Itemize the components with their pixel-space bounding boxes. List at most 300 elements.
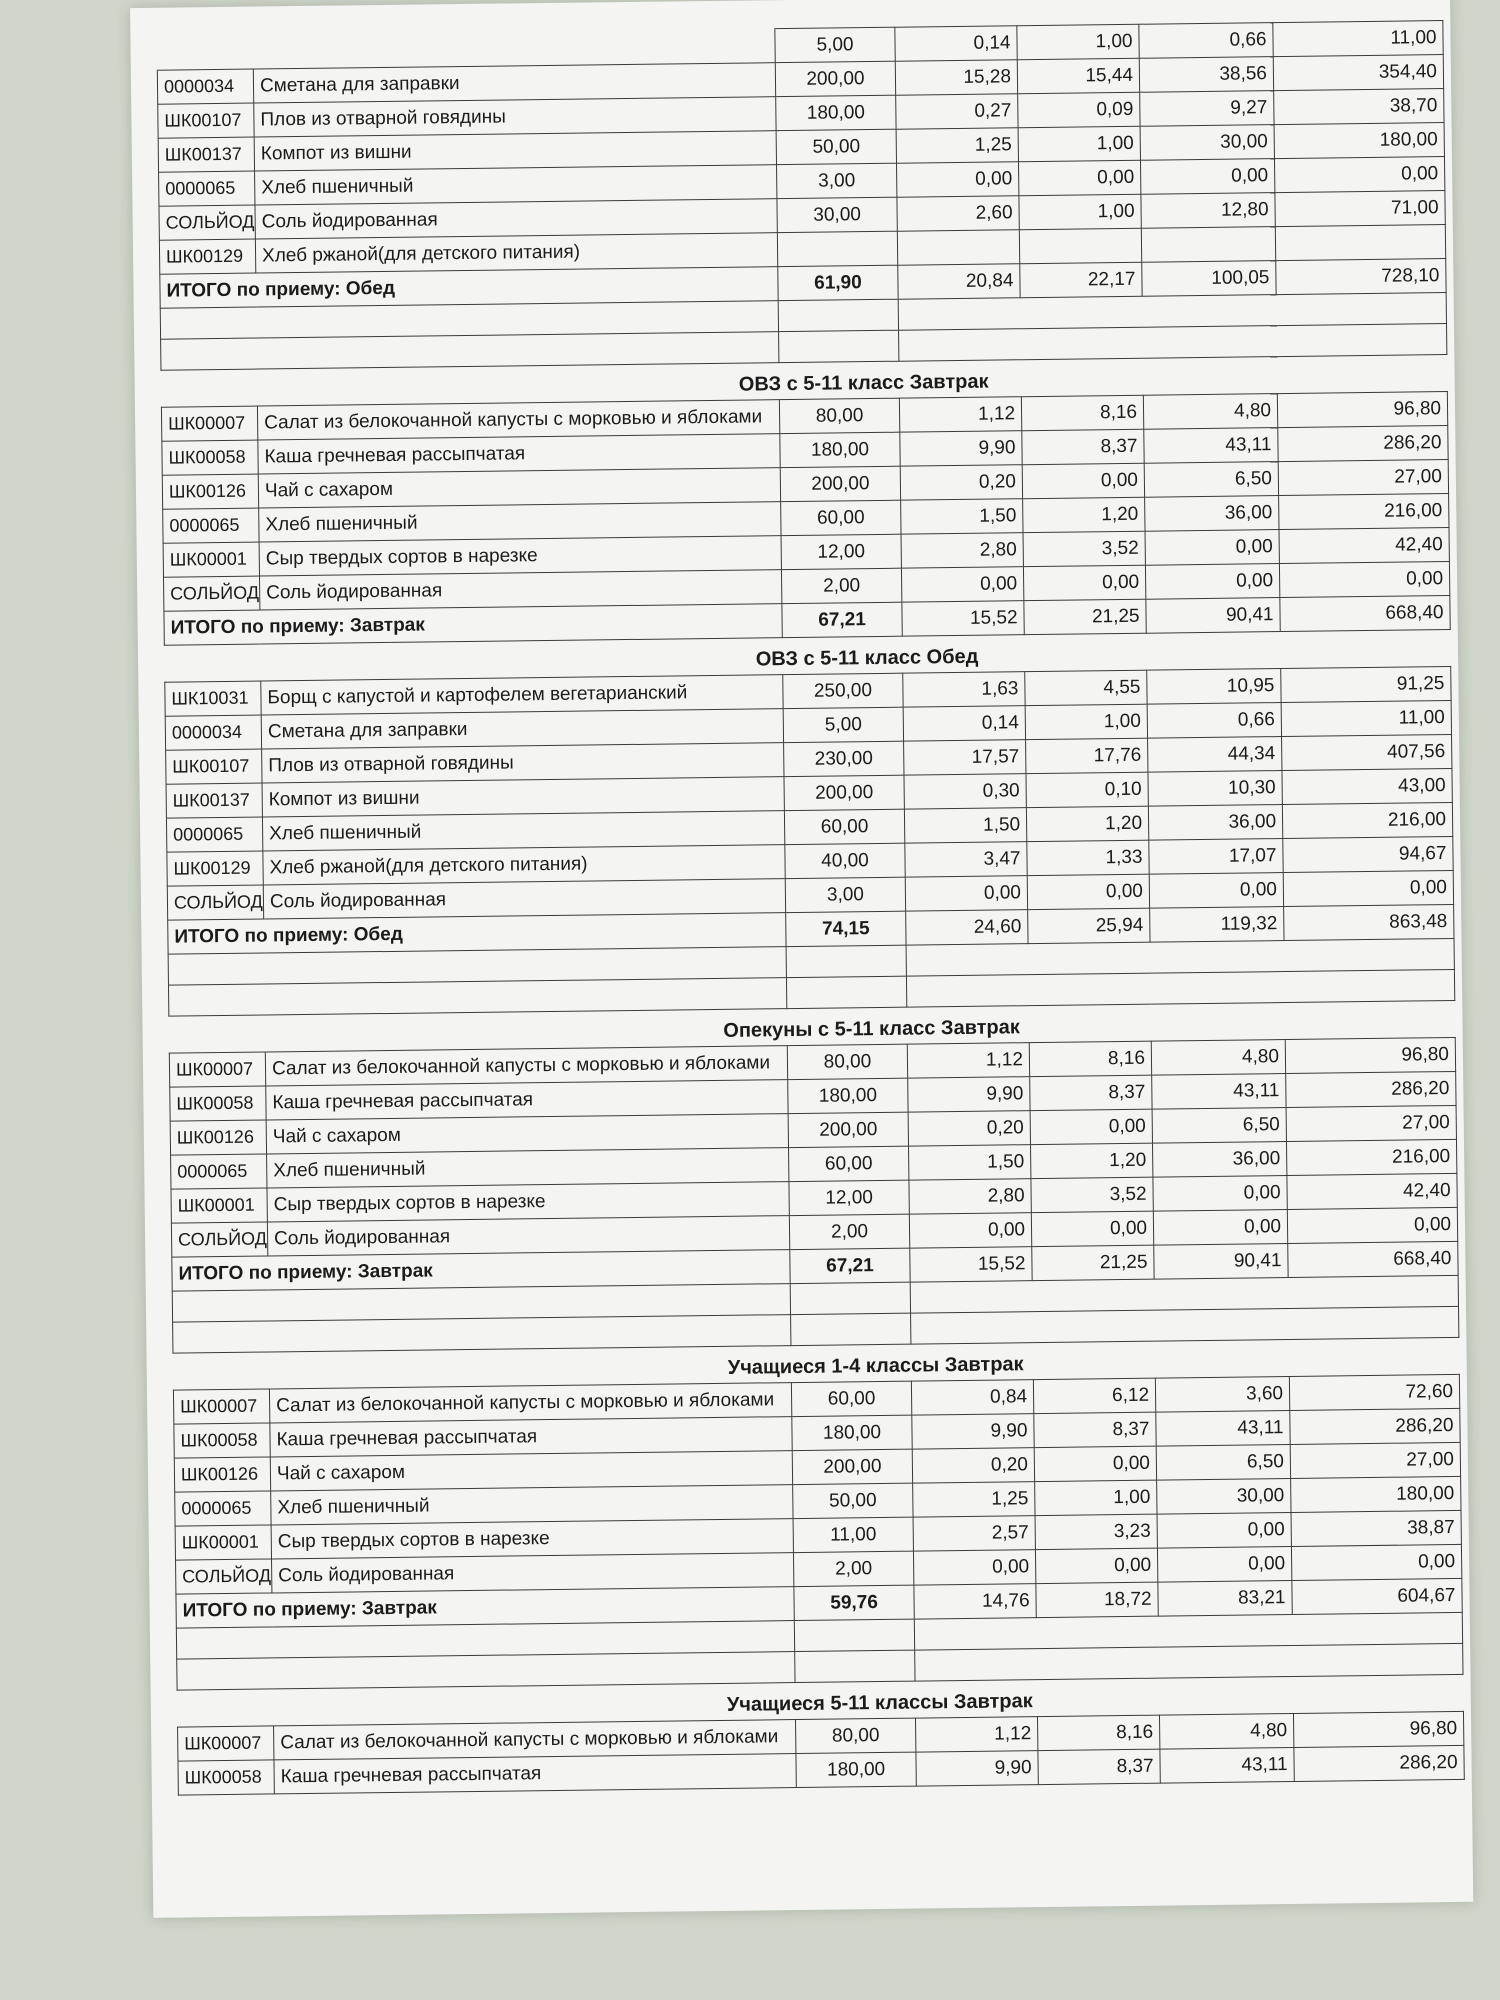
dish-code: СОЛЬЙОД [171, 1222, 267, 1257]
dish-yield: 180,00 [780, 432, 900, 467]
dish-fat: 3,52 [1031, 1177, 1153, 1212]
blank-cell [911, 1306, 1459, 1344]
dish-name: Чай с сахаром [266, 1114, 788, 1154]
dish-yield: 3,00 [785, 877, 905, 912]
dish-kcal: 216,00 [1282, 802, 1452, 838]
dish-fat: 8,16 [1029, 1041, 1151, 1076]
section-title: ОВЗ с 5-11 класс Обед [755, 645, 979, 671]
dish-carbs: 43,11 [1144, 428, 1278, 464]
dish-kcal: 0,00 [1283, 870, 1453, 906]
dish-fat: 17,76 [1026, 738, 1148, 773]
total-kcal: 863,48 [1284, 904, 1454, 940]
dish-carbs: 0,00 [1153, 1176, 1287, 1212]
dish-fat: 8,16 [1021, 395, 1143, 430]
total-kcal: 668,40 [1288, 1241, 1458, 1277]
dish-protein: 0,00 [901, 567, 1023, 602]
dish-protein: 2,60 [897, 196, 1019, 231]
dish-kcal: 71,00 [1275, 191, 1445, 227]
blank-cell [779, 330, 899, 362]
dish-code: ШК00058 [178, 1760, 274, 1795]
total-fat: 21,25 [1032, 1245, 1154, 1280]
dish-kcal: 11,00 [1281, 700, 1451, 736]
dish-kcal: 27,00 [1290, 1442, 1460, 1478]
dish-fat: 0,10 [1026, 772, 1148, 807]
dish-protein: 1,25 [913, 1482, 1035, 1517]
dish-protein: 0,14 [895, 26, 1017, 61]
dish-yield: 40,00 [785, 843, 905, 878]
dish-fat: 1,00 [1019, 194, 1141, 229]
dish-fat: 1,00 [1025, 704, 1147, 739]
total-kcal: 728,10 [1276, 259, 1446, 295]
dish-carbs: 10,95 [1147, 669, 1281, 705]
dish-fat: 0,00 [1031, 1211, 1153, 1246]
dish-yield: 200,00 [780, 466, 900, 501]
total-label: ИТОГО по приему: Завтрак [176, 1587, 794, 1629]
dish-kcal: 96,80 [1293, 1711, 1463, 1747]
dish-fat: 0,00 [1022, 463, 1144, 498]
dish-carbs: 0,00 [1149, 873, 1283, 909]
dish-name: Компот из вишни [254, 131, 776, 171]
dish-name: Соль йодированная [272, 1553, 794, 1593]
dish-yield: 180,00 [796, 1752, 916, 1787]
dish-yield: 2,00 [793, 1551, 913, 1586]
dish-carbs: 3,60 [1155, 1377, 1289, 1413]
dish-kcal: 0,00 [1274, 157, 1444, 193]
dish-carbs: 36,00 [1148, 805, 1282, 841]
dish-name: Сыр твердых сортов в нарезке [259, 536, 781, 576]
dish-kcal: 407,56 [1282, 734, 1452, 770]
dish-code: 0000065 [159, 171, 255, 206]
dish-yield: 12,00 [789, 1180, 909, 1215]
dish-yield: 250,00 [783, 673, 903, 708]
dish-yield: 50,00 [776, 129, 896, 164]
dish-kcal: 38,87 [1291, 1510, 1461, 1546]
total-carbs: 90,41 [1154, 1244, 1288, 1280]
dish-code: ШК00129 [159, 239, 255, 274]
dish-fat: 15,44 [1017, 58, 1139, 93]
section-table-body [169, 1037, 1459, 1353]
dish-kcal: 96,80 [1277, 391, 1447, 427]
dish-name: Хлеб ржаной(для детского питания) [263, 845, 785, 885]
dish-code: 0000065 [163, 508, 259, 543]
total-kcal: 668,40 [1280, 595, 1450, 631]
dish-protein: 9,90 [916, 1751, 1038, 1786]
total-protein: 20,84 [898, 264, 1020, 299]
dish-name: Каша гречневая рассыпчатая [270, 1417, 792, 1457]
dish-fat: 8,37 [1034, 1412, 1156, 1447]
dish-fat: 0,09 [1018, 92, 1140, 127]
total-kcal: 604,67 [1292, 1578, 1462, 1614]
dish-yield: 50,00 [793, 1483, 913, 1518]
dish-kcal: 354,40 [1273, 55, 1443, 91]
dish-protein: 9,90 [900, 431, 1022, 466]
total-yield: 67,21 [790, 1248, 910, 1283]
dish-code: 0000034 [165, 715, 261, 750]
total-carbs: 100,05 [1142, 261, 1276, 297]
dish-yield: 11,00 [793, 1517, 913, 1552]
dish-kcal: 42,40 [1287, 1173, 1457, 1209]
section-table-body [161, 391, 1450, 645]
dish-yield: 60,00 [784, 809, 904, 844]
dish-carbs: 43,11 [1156, 1410, 1290, 1446]
dish-fat [1019, 228, 1141, 263]
dish-yield: 80,00 [779, 398, 899, 433]
dish-protein: 0,00 [897, 162, 1019, 197]
blank-cell [168, 978, 786, 1017]
dish-yield: 60,00 [789, 1146, 909, 1181]
dish-fat: 6,12 [1033, 1378, 1155, 1413]
dish-protein: 1,12 [915, 1717, 1037, 1752]
dish-code: ШК00058 [174, 1423, 270, 1458]
dish-kcal: 94,67 [1283, 836, 1453, 872]
total-carbs: 83,21 [1158, 1580, 1292, 1616]
dish-name: Хлеб ржаной(для детского питания) [255, 233, 777, 273]
dish-name: Соль йодированная [255, 199, 777, 239]
blank-cell [791, 1313, 911, 1345]
dish-kcal: 27,00 [1278, 459, 1448, 495]
dish-code: ШК00126 [170, 1120, 266, 1155]
dish-protein: 3,47 [905, 842, 1027, 877]
blank-cell [915, 1643, 1463, 1681]
blank-cell [794, 1619, 914, 1651]
total-carbs: 119,32 [1150, 907, 1284, 943]
dish-protein: 1,50 [909, 1145, 1031, 1180]
dish-fat: 8,16 [1037, 1715, 1159, 1750]
dish-protein: 1,12 [907, 1043, 1029, 1078]
dish-protein: 0,84 [911, 1380, 1033, 1415]
dish-kcal: 286,20 [1290, 1408, 1460, 1444]
dish-yield: 80,00 [796, 1718, 916, 1753]
dish-yield: 12,00 [781, 534, 901, 569]
dish-carbs: 4,80 [1151, 1040, 1285, 1076]
total-fat: 22,17 [1020, 262, 1142, 297]
dish-protein: 1,50 [904, 808, 1026, 843]
dish-carbs: 0,00 [1145, 564, 1279, 600]
dish-protein: 2,57 [913, 1516, 1035, 1551]
dish-code: ШК00058 [162, 440, 258, 475]
dish-yield: 5,00 [783, 707, 903, 742]
dish-fat: 1,20 [1026, 806, 1148, 841]
dish-kcal: 43,00 [1282, 768, 1452, 804]
dish-carbs: 10,30 [1148, 771, 1282, 807]
dish-carbs: 43,11 [1160, 1747, 1294, 1783]
dish-kcal: 72,60 [1289, 1374, 1459, 1410]
top-table-body [157, 21, 1447, 371]
dish-kcal: 91,25 [1281, 666, 1451, 702]
dish-carbs: 0,00 [1145, 530, 1279, 566]
dish-protein: 1,63 [903, 672, 1025, 707]
dish-yield: 2,00 [781, 568, 901, 603]
section-title: Учащиеся 5-11 классы Завтрак [726, 1690, 1033, 1716]
top-table [156, 20, 1447, 371]
dish-carbs: 0,66 [1147, 703, 1281, 739]
blank-cell [790, 1282, 910, 1314]
dish-name: Сыр твердых сортов в нарезке [271, 1519, 793, 1559]
section-table [173, 1374, 1464, 1691]
dish-protein [897, 230, 1019, 265]
dish-kcal: 286,20 [1294, 1745, 1464, 1781]
dish-name: Сметана для заправки [261, 709, 783, 749]
dish-protein: 0,14 [903, 706, 1025, 741]
dish-carbs: 36,00 [1145, 496, 1279, 532]
section-table [164, 666, 1455, 1017]
dish-fat: 1,00 [1035, 1480, 1157, 1515]
dish-code: 0000065 [166, 817, 262, 852]
dish-kcal [1275, 225, 1445, 261]
dish-yield: 3,00 [777, 163, 897, 198]
dish-fat: 1,00 [1018, 126, 1140, 161]
dish-carbs [1141, 227, 1275, 263]
dish-fat: 0,00 [1035, 1548, 1157, 1583]
dish-code: ШК00001 [175, 1525, 271, 1560]
dish-protein: 9,90 [912, 1414, 1034, 1449]
dish-code: ШК00007 [169, 1052, 265, 1087]
dish-fat: 8,37 [1022, 429, 1144, 464]
dish-yield: 200,00 [792, 1449, 912, 1484]
dish-yield: 230,00 [784, 741, 904, 776]
dish-code: СОЛЬЙОД [176, 1559, 272, 1594]
dish-name: Плов из отварной говядины [254, 97, 776, 137]
dish-kcal: 286,20 [1286, 1071, 1456, 1107]
dish-fat: 1,20 [1023, 497, 1145, 532]
total-protein: 24,60 [906, 910, 1028, 945]
total-carbs: 90,41 [1146, 598, 1280, 634]
dish-fat: 0,00 [1023, 565, 1145, 600]
dish-yield: 60,00 [781, 500, 901, 535]
dish-name: Компот из вишни [262, 777, 784, 817]
dish-code: СОЛЬЙОД [159, 205, 255, 240]
blank-cell [795, 1650, 915, 1682]
dish-kcal: 11,00 [1273, 21, 1443, 57]
dish-kcal: 38,70 [1274, 89, 1444, 125]
total-protein: 14,76 [914, 1584, 1036, 1619]
dish-code: ШК00107 [166, 749, 262, 784]
section-table [177, 1711, 1465, 1796]
dish-code: ШК00007 [161, 406, 257, 441]
section-table [161, 391, 1451, 646]
dish-carbs: 6,50 [1152, 1108, 1286, 1144]
section-table [169, 1037, 1460, 1354]
dish-protein: 0,00 [905, 876, 1027, 911]
section-table-body [178, 1711, 1465, 1795]
total-fat: 25,94 [1028, 908, 1150, 943]
dish-carbs: 0,00 [1157, 1546, 1291, 1582]
dish-yield: 180,00 [776, 95, 896, 130]
dish-protein: 1,25 [896, 128, 1018, 163]
total-protein: 15,52 [902, 601, 1024, 636]
dish-protein: 0,30 [904, 774, 1026, 809]
dish-code: ШК00001 [171, 1188, 267, 1223]
dish-fat: 0,00 [1034, 1446, 1156, 1481]
dish-fat: 3,52 [1023, 531, 1145, 566]
dish-carbs: 0,66 [1139, 23, 1273, 59]
dish-name: Салат из белокочанной капусты с морковью и яблоками [274, 1720, 796, 1760]
blank-cell [778, 299, 898, 331]
dish-code: ШК00007 [173, 1389, 269, 1424]
dish-protein: 9,90 [908, 1077, 1030, 1112]
dish-code: ШК00058 [170, 1086, 266, 1121]
section-title: ОВЗ с 5-11 класс Завтрак [738, 370, 989, 396]
dish-name: Хлеб пшеничный [259, 502, 781, 542]
dish-code: СОЛЬЙОД [164, 576, 260, 611]
dish-fat: 1,20 [1031, 1143, 1153, 1178]
dish-fat: 4,55 [1025, 670, 1147, 705]
dish-yield: 200,00 [784, 775, 904, 810]
blank-cell [177, 1652, 795, 1691]
dish-protein: 0,20 [908, 1111, 1030, 1146]
blank-cell [173, 1315, 791, 1354]
total-yield: 74,15 [786, 911, 906, 946]
total-fat: 18,72 [1036, 1582, 1158, 1617]
dish-yield: 200,00 [788, 1112, 908, 1147]
dish-kcal: 180,00 [1291, 1476, 1461, 1512]
dish-carbs: 4,80 [1159, 1713, 1293, 1749]
dish-name: Сыр твердых сортов в нарезке [267, 1182, 789, 1222]
dish-name: Салат из белокочанной капусты с морковью и яблоками [257, 400, 779, 440]
dish-yield: 200,00 [775, 61, 895, 96]
dish-kcal: 0,00 [1287, 1207, 1457, 1243]
dish-fat: 0,00 [1030, 1109, 1152, 1144]
dish-name: Соль йодированная [267, 1216, 789, 1256]
dish-carbs: 9,27 [1140, 91, 1274, 127]
dish-yield: 5,00 [775, 27, 895, 62]
dish-kcal: 286,20 [1278, 425, 1448, 461]
dish-protein: 17,57 [904, 740, 1026, 775]
dish-carbs: 0,00 [1140, 159, 1274, 195]
dish-carbs: 6,50 [1144, 462, 1278, 498]
dish-protein: 0,00 [909, 1213, 1031, 1248]
dish-yield: 80,00 [787, 1044, 907, 1079]
dish-fat: 0,00 [1027, 874, 1149, 909]
dish-carbs: 6,50 [1156, 1444, 1290, 1480]
dish-fat: 8,37 [1038, 1749, 1160, 1784]
dish-name: Салат из белокочанной капусты с морковью и яблоками [269, 1383, 791, 1423]
dish-name: Сметана для заправки [253, 63, 775, 103]
dish-code: ШК00137 [158, 137, 254, 172]
dish-fat: 3,23 [1035, 1514, 1157, 1549]
section-title: Учащиеся 1-4 классы Завтрак [727, 1353, 1024, 1379]
dish-yield: 180,00 [792, 1415, 912, 1450]
dish-protein: 0,20 [900, 465, 1022, 500]
dish-name: Хлеб пшеничный [262, 811, 784, 851]
dish-protein: 2,80 [901, 533, 1023, 568]
total-label: ИТОГО по приему: Завтрак [172, 1250, 790, 1292]
dish-protein: 1,12 [899, 397, 1021, 432]
dish-kcal: 216,00 [1279, 493, 1449, 529]
dish-code: ШК00107 [158, 103, 254, 138]
dish-yield: 30,00 [777, 197, 897, 232]
dish-yield: 2,00 [789, 1214, 909, 1249]
dish-code: ШК00001 [163, 542, 259, 577]
blank-cell [906, 969, 1454, 1007]
dish-kcal: 216,00 [1286, 1139, 1456, 1175]
dish-kcal: 96,80 [1285, 1037, 1455, 1073]
dish-code: ШК00126 [174, 1457, 270, 1492]
dish-yield: 60,00 [791, 1381, 911, 1416]
dish-carbs: 30,00 [1140, 125, 1274, 161]
dish-name: Хлеб пшеничный [267, 1148, 789, 1188]
blank-cell [786, 945, 906, 977]
dish-code: ШК00137 [166, 783, 262, 818]
dish-name: Каша гречневая рассыпчатая [258, 434, 780, 474]
total-yield: 61,90 [778, 265, 898, 300]
menu-sheet [130, 0, 1473, 1918]
total-label: ИТОГО по приему: Завтрак [164, 604, 782, 646]
dish-carbs: 0,00 [1157, 1512, 1291, 1548]
dish-name: Чай с сахаром [270, 1451, 792, 1491]
menu-content [156, 20, 1463, 1796]
dish-protein: 1,50 [901, 499, 1023, 534]
dish-carbs: 44,34 [1148, 737, 1282, 773]
total-label: ИТОГО по приему: Обед [160, 267, 778, 309]
dish-carbs: 30,00 [1157, 1478, 1291, 1514]
section-title: Опекуны с 5-11 класс Завтрак [723, 1016, 1020, 1042]
dish-name: Чай с сахаром [258, 468, 780, 508]
dish-kcal: 180,00 [1274, 123, 1444, 159]
dish-fat: 0,00 [1018, 160, 1140, 195]
dish-protein: 0,20 [912, 1448, 1034, 1483]
dish-fat: 1,00 [1017, 24, 1139, 59]
dish-code: 0000065 [175, 1491, 271, 1526]
dish-name: Соль йодированная [259, 570, 781, 610]
dish-protein: 0,27 [896, 94, 1018, 129]
dish-protein: 15,28 [895, 60, 1017, 95]
dish-carbs: 17,07 [1149, 839, 1283, 875]
dish-kcal: 42,40 [1279, 527, 1449, 563]
dish-carbs: 43,11 [1152, 1074, 1286, 1110]
total-label: ИТОГО по приему: Обед [168, 913, 786, 955]
dish-carbs: 0,00 [1153, 1210, 1287, 1246]
dish-protein: 0,00 [913, 1550, 1035, 1585]
section-table-body [173, 1374, 1463, 1690]
dish-code: СОЛЬЙОД [167, 885, 263, 920]
dish-kcal: 0,00 [1279, 561, 1449, 597]
dish-code: ШК00126 [162, 474, 258, 509]
total-yield: 59,76 [794, 1585, 914, 1620]
dish-protein: 2,80 [909, 1179, 1031, 1214]
dish-code: ШК00129 [167, 851, 263, 886]
dish-yield [777, 231, 897, 266]
dish-name: Хлеб пшеничный [255, 165, 777, 205]
menu-sections [161, 361, 1464, 1796]
dish-fat: 8,37 [1030, 1075, 1152, 1110]
dish-carbs: 38,56 [1139, 57, 1273, 93]
dish-name: Салат из белокочанной капусты с морковью и яблоками [265, 1046, 787, 1086]
dish-name: Каша гречневая рассыпчатая [274, 1754, 796, 1794]
dish-kcal: 0,00 [1291, 1544, 1461, 1580]
dish-code: 0000065 [171, 1154, 267, 1189]
dish-code: ШК10031 [165, 681, 261, 716]
blank-cell [161, 332, 779, 371]
dish-code: 0000034 [157, 69, 253, 104]
dish-name: Борщ с капустой и картофелем вегетарианский [261, 675, 783, 715]
total-protein: 15,52 [910, 1247, 1032, 1282]
dish-fat: 1,33 [1027, 840, 1149, 875]
blank-cell [899, 324, 1447, 362]
dish-yield: 180,00 [788, 1078, 908, 1113]
dish-carbs: 4,80 [1143, 394, 1277, 430]
dish-name: Каша гречневая рассыпчатая [266, 1080, 788, 1120]
dish-name: Плов из отварной говядины [262, 743, 784, 783]
dish-name: Соль йодированная [263, 879, 785, 919]
total-yield: 67,21 [782, 602, 902, 637]
blank-cell [786, 976, 906, 1008]
section-table-body [165, 666, 1455, 1016]
total-fat: 21,25 [1024, 599, 1146, 634]
dish-kcal: 27,00 [1286, 1105, 1456, 1141]
dish-name: Хлеб пшеничный [271, 1485, 793, 1525]
dish-code: ШК00007 [178, 1726, 274, 1761]
